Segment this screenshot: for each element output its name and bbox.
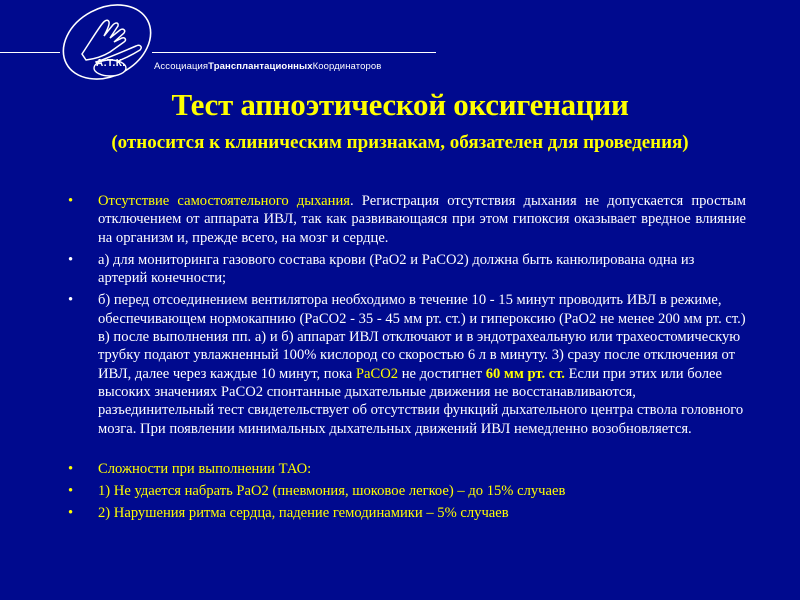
hands-logo-icon [52, 2, 162, 84]
slide-title: Тест апноэтической оксигенации [171, 87, 629, 122]
list-item [66, 504, 746, 522]
bullet-text: 1) Не удается набрать РаО2 (пневмония, шоковое легкое) – до 15% случаев [98, 483, 566, 500]
bullet-lead: Отсутствие самостоятельного дыхания [98, 193, 350, 209]
list-item [66, 460, 746, 478]
bullet-icon: • [68, 460, 74, 477]
bullet-icon: • [68, 483, 74, 500]
slide-subtitle: (относится к клиническим признакам, обязателен для проведения) [111, 132, 689, 153]
paco2-highlight: РаСО2 [355, 365, 399, 382]
header-rule-right [152, 52, 436, 53]
bullet-text: Сложности при выполнении ТАО: [98, 460, 312, 477]
bullet-text: б) перед отсоединением вентилятора необходимо в течение 10 - 15 минут проводить ИВЛ в режиме, обеспечивающем нормокапнию (РаСО2 - 35 - 45 мм рт. ст.) и гипероксию (РаО2 не менее 200 мм рт. ст.) в) после выполнения пп. а) и б) аппарат ИВЛ отключают и в эндотрахеальную или трахеостомическую трубку подают увлажненный 100% кислород со скоростью 6 л в минуту. 3) сразу после отключения от ИВЛ, далее через каждые 10 минут, пока [98, 292, 746, 382]
bullet-list [66, 192, 746, 527]
bullet-text: Если при этих или более высоких значениях РаСО2 спонтанные дыхательные движения не восстанавливаются, разъединительный тест свидетельствует об отсутствии функций дыхательного центра ствола головного мозга. При появлении минимальных дыхательных движений ИВЛ немедленно возобновляется. [98, 365, 744, 437]
list-item [66, 291, 746, 437]
bullet-text: . Регистрация отсутствия дыхания не допускается простым отключением от аппарата ИВЛ, так как развивающаяся при этом гипоксия оказывает вредное влияние на организм и, прежде всего, на мозг и сердце. [98, 193, 746, 246]
organization-name: АссоциацияТрансплантационныхКоординаторов [154, 61, 382, 72]
bullet-icon: • [68, 251, 74, 268]
bullet-icon: • [68, 292, 74, 309]
bullet-text: не достигнет [398, 365, 486, 382]
list-item [66, 251, 746, 288]
logo-abbreviation: А.Т.К. [96, 58, 126, 69]
bullet-text: а) для мониторинга газового состава крови (РаО2 и РаСО2) должна быть канюлирована одна из артерий конечности; [98, 251, 695, 287]
threshold-highlight: 60 мм рт. ст. [485, 365, 565, 382]
list-item [66, 482, 746, 500]
bullet-icon: • [68, 193, 74, 209]
header-rule-left [0, 52, 60, 53]
bullet-icon: • [68, 505, 74, 522]
bullet-text: 2) Нарушения ритма сердца, падение гемодинамики – 5% случаев [98, 505, 509, 522]
list-item [66, 192, 746, 247]
